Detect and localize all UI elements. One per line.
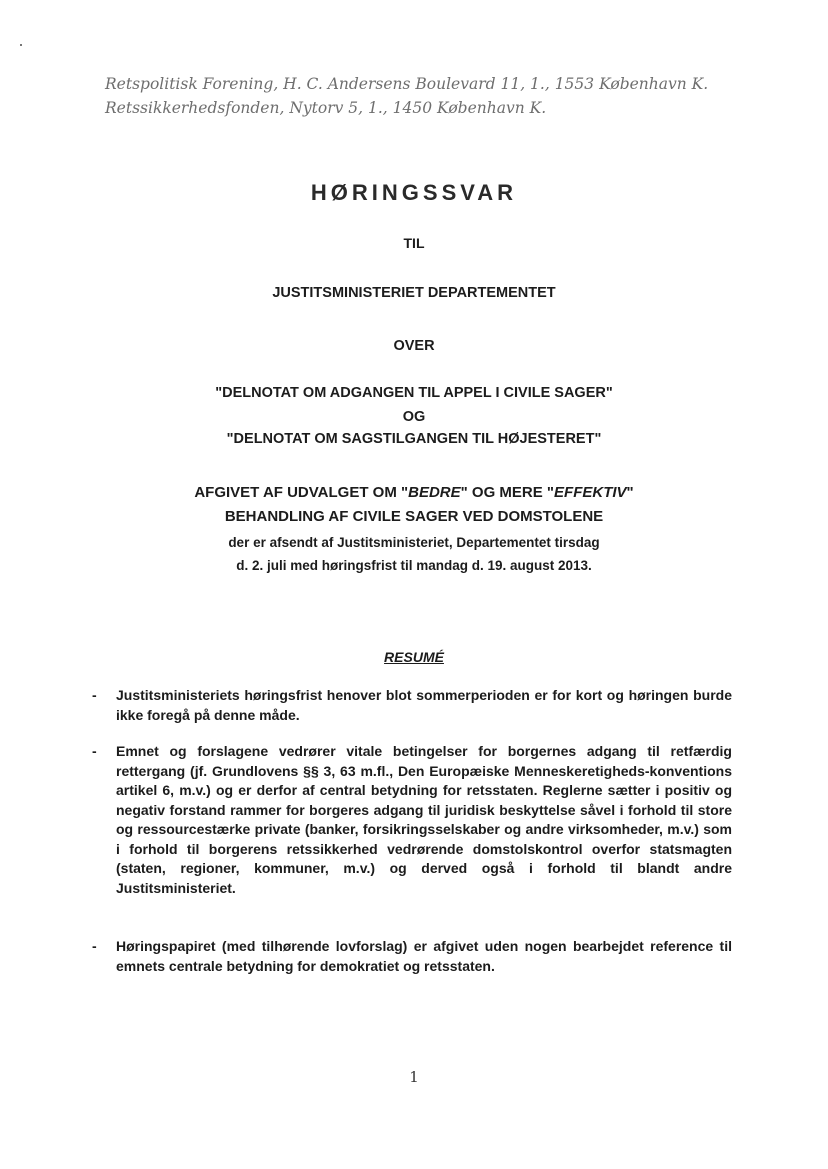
bullet-text: Høringspapiret (med tilhørende lovforslag) er afgivet uden nogen bearbejdet reference til emnets centrale betydning for demokratiet og retsstaten. [116,938,732,974]
over-label: OVER [393,338,435,354]
document-title: HØRINGSSVAR [310,180,518,205]
bullet-dash: - [92,938,97,954]
bullet-text: Justitsministeriets høringsfrist henover blot sommerperioden er for kort og høringen burde ikke foregå på denne måde. [116,687,732,723]
resume-heading: RESUMÉ [384,649,444,665]
sender-header [105,72,785,120]
resume-bullet [92,742,732,898]
afgivet-part-2: " OG MERE " [460,484,555,501]
page-number: 1 [409,1068,419,1086]
bullet-dash: - [92,687,97,703]
resume-bullet [92,937,732,976]
afgivet-line-1 [0,484,828,501]
sender-line-1: Retspolitisk Forening, H. C. Andersens Boulevard 11, 1., 1553 København K. [105,75,709,93]
delnotat-hojesteret: "DELNOTAT OM SAGSTILGANGEN TIL HØJESTERET" [226,431,602,447]
bullet-text: Emnet og forslagene vedrører vitale betingelser for borgernes adgang til retfærdig rettergang (jf. Grundlovens §§ 3, 63 m.fl., Den Europæiske Menneskeretigheds-konventions artikel 6, m.v.) og er derfor af central betydning for retsstaten. Reglerne sætter i positiv og negativ forstand rammer for borgeres adgang til juridisk beskyttelse såvel i forhold til store og ressourcestærke private (banker, forsikringsselskaber og andre virksomheder, m.v.) som i forhold til borgerens retssikkerhed vedrørende domstolskontrol overfor statsmagten (staten, regioner, kommuner, m.v.) og derved også i forhold til blandt andre Justitsministeriet. [116,743,732,896]
bedre-word: BEDRE [408,484,461,501]
bullet-dash: - [92,743,97,759]
til-label: TIL [403,235,425,251]
afgivet-part-3: " [626,484,634,501]
resume-bullet [92,686,732,725]
scan-speck [20,44,22,46]
sent-line-1: der er afsendt af Justitsministeriet, Departementet tirsdag [228,535,600,550]
afgivet-part-1: AFGIVET AF UDVALGET OM " [194,484,409,501]
og-label: OG [402,409,426,425]
effektiv-word: EFFEKTIV [554,484,627,501]
recipient-department: JUSTITSMINISTERIET DEPARTEMENTET [272,285,556,301]
afgivet-line-2: BEHANDLING AF CIVILE SAGER VED DOMSTOLENE [224,508,604,525]
sender-line-2: Retssikkerhedsfonden, Nytorv 5, 1., 1450 København K. [105,99,547,117]
sent-line-2: d. 2. juli med høringsfrist til mandag d. 19. august 2013. [236,558,592,573]
delnotat-appel: "DELNOTAT OM ADGANGEN TIL APPEL I CIVILE SAGER" [215,385,613,401]
